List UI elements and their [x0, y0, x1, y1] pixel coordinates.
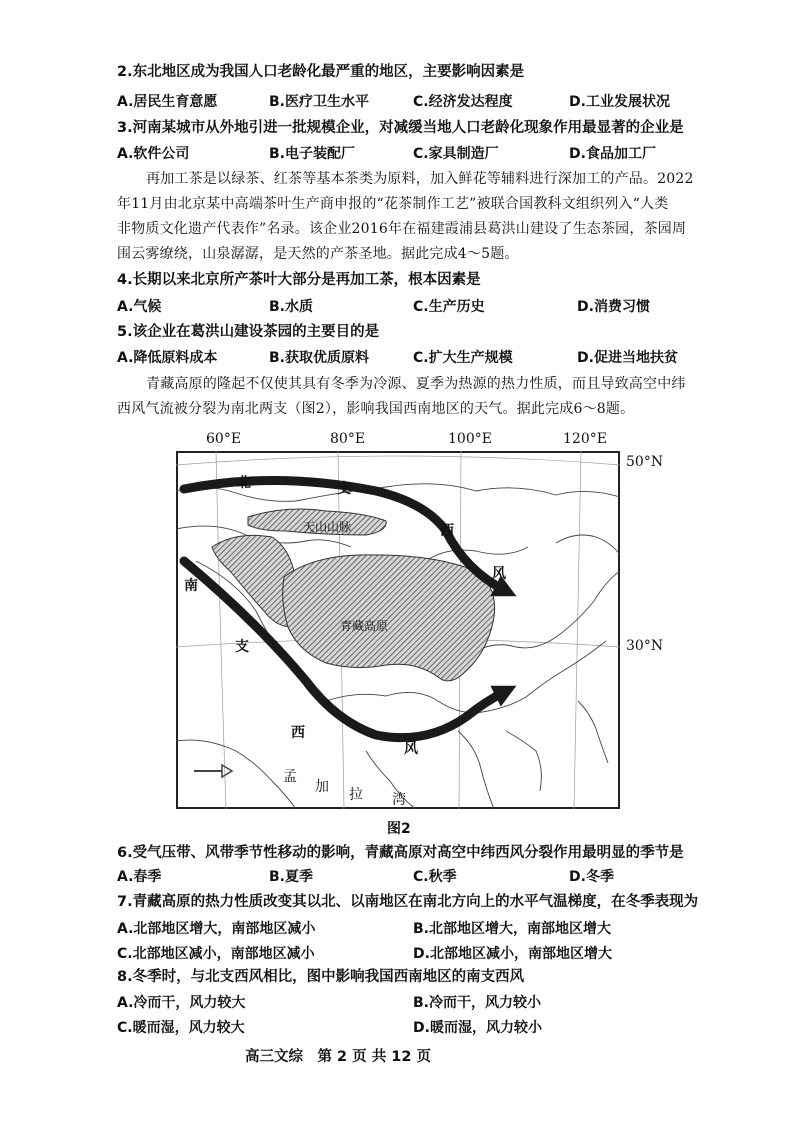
q4-stem: 4.长期以来北京所产茶叶大部分是再加工茶，根本因素是 [117, 272, 481, 288]
q8-option-b: B.冷而干，风力较小 [413, 995, 541, 1011]
map-north-branch-char-1: 北 [237, 475, 251, 491]
q7-option-a: A.北部地区增大，南部地区减小 [117, 921, 316, 937]
map-lon-label-100e: 100°E [448, 431, 492, 447]
map-south-branch-char-2: 支 [235, 639, 249, 655]
q3-option-c: C.家具制造厂 [413, 146, 499, 162]
q2-option-b: B.医疗卫生水平 [269, 94, 369, 110]
map-bay-char-4: 湾 [392, 792, 406, 808]
map-south-branch-char-1: 南 [184, 578, 198, 594]
map-lat-label-50n: 50°N [626, 454, 664, 470]
map-figure [176, 451, 620, 809]
passage1-line-2: 年11月由北京某中高端茶叶生产商申报的“花茶制作工艺”被联合国教科文组织列入“人类 [117, 196, 669, 212]
q8-option-a: A.冷而干，风力较大 [117, 995, 246, 1011]
q6-option-b: B.夏季 [269, 869, 313, 885]
q7-option-c: C.北部地区减小，南部地区减小 [117, 946, 315, 962]
q6-stem: 6.受气压带、风带季节性移动的影响，青藏高原对高空中纬西风分裂作用最明显的季节是 [117, 845, 684, 861]
passage2-line-1: 青藏高原的隆起不仅使其具有冬季为冷源、夏季为热源的热力性质，而且导致高空中纬 [146, 376, 686, 392]
map-lon-label-60e: 60°E [206, 431, 242, 447]
map-south-branch-char-3: 西 [291, 725, 305, 741]
q5-option-a: A.降低原料成本 [117, 350, 218, 366]
q4-option-b: B.水质 [269, 299, 313, 315]
q8-options-row-2 [117, 1017, 717, 1037]
q2-stem: 2.东北地区成为我国人口老龄化最严重的地区，主要影响因素是 [117, 64, 525, 80]
q8-stem: 8.冬季时，与北支西风相比，图中影响我国西南地区的南支西风 [117, 969, 525, 985]
q5-options [117, 347, 717, 367]
passage1-line-3: 非物质文化遗产代表作”名录。该企业2016年在福建霞浦县葛洪山建设了生态茶园，茶园周 [117, 221, 687, 237]
q6-option-c: C.秋季 [413, 869, 457, 885]
q8-options-row-1 [117, 992, 717, 1012]
passage1-line-1: 再加工茶是以绿茶、红茶等基本茶类为原料，加入鲜花等辅料进行深加工的产品。2022 [146, 171, 694, 187]
q6-option-d: D.冬季 [569, 869, 614, 885]
q7-option-d: D.北部地区减小，南部地区增大 [413, 946, 612, 962]
q4-option-c: C.生产历史 [413, 299, 485, 315]
q2-options [117, 91, 717, 111]
map-bay-char-2: 加 [315, 779, 329, 795]
q8-option-c: C.暖而湿，风力较大 [117, 1020, 245, 1036]
q3-stem: 3.河南某城市从外地引进一批规模企业，对减缓当地人口老龄化现象作用最显著的企业是 [117, 120, 684, 136]
map-north-branch-char-3: 西 [440, 523, 454, 539]
map-lat-label-30n: 30°N [626, 638, 664, 654]
passage2-line-2: 西风气流被分裂为南北两支（图2），影响我国西南地区的天气。据此完成6～8题。 [117, 401, 635, 417]
page-footer: 高三文综 第 2 页 共 12 页 [245, 1049, 432, 1065]
map-plateau-label: 青藏高原 [340, 619, 389, 633]
q4-options [117, 296, 717, 316]
q5-option-d: D.促进当地扶贫 [577, 350, 678, 366]
q2-option-c: C.经济发达程度 [413, 94, 513, 110]
map-south-branch-char-4: 风 [404, 741, 418, 757]
map-caption: 图2 [387, 821, 411, 837]
q8-option-d: D.暖而湿，风力较小 [413, 1020, 542, 1036]
q2-option-a: A.居民生育意愿 [117, 94, 218, 110]
q3-option-d: D.食品加工厂 [569, 146, 656, 162]
q6-options [117, 866, 717, 886]
q2-option-d: D.工业发展状况 [569, 94, 670, 110]
q5-option-b: B.获取优质原料 [269, 350, 369, 366]
q7-options-row-1 [117, 918, 717, 938]
q7-option-b: B.北部地区增大，南部地区增大 [413, 921, 611, 937]
map-lon-label-80e: 80°E [330, 431, 366, 447]
map-north-branch-char-4: 风 [492, 566, 506, 582]
map-lon-label-120e: 120°E [563, 431, 607, 447]
q3-option-a: A.软件公司 [117, 146, 190, 162]
q5-option-c: C.扩大生产规模 [413, 350, 513, 366]
map-bay-char-3: 拉 [349, 787, 363, 803]
q6-option-a: A.春季 [117, 869, 162, 885]
map-north-branch-char-2: 支 [337, 481, 351, 497]
map-bay-char-1: 孟 [283, 769, 297, 785]
q7-options-row-2 [117, 943, 717, 963]
q3-options [117, 143, 717, 163]
q7-stem: 7.青藏高原的热力性质改变其以北、以南地区在南北方向上的水平气温梯度，在冬季表现为 [117, 894, 699, 910]
q4-option-a: A.气候 [117, 299, 162, 315]
passage1-line-4: 围云雾缭绕，山泉潺潺，是天然的产茶圣地。据此完成4～5题。 [117, 246, 519, 262]
q3-option-b: B.电子装配厂 [269, 146, 355, 162]
map-tianshan-label: 天山山脉 [303, 520, 352, 534]
q5-stem: 5.该企业在葛洪山建设茶园的主要目的是 [117, 324, 380, 340]
q4-option-d: D.消费习惯 [577, 299, 650, 315]
